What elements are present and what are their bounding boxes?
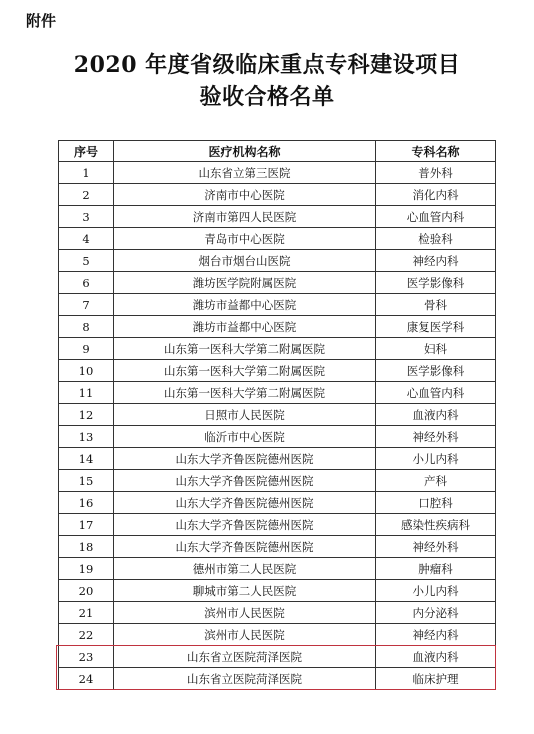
cell-index: 10 — [59, 360, 114, 382]
table-row — [59, 162, 496, 184]
table-row — [59, 448, 496, 470]
cell-institution: 滨州市人民医院 — [114, 602, 376, 624]
table-row — [59, 602, 496, 624]
cell-index: 3 — [59, 206, 114, 228]
table-row — [59, 250, 496, 272]
cell-institution: 济南市第四人民医院 — [114, 206, 376, 228]
cell-institution: 山东大学齐鲁医院德州医院 — [114, 470, 376, 492]
cell-specialty: 口腔科 — [376, 492, 496, 514]
cell-specialty: 神经外科 — [376, 426, 496, 448]
cell-institution: 山东大学齐鲁医院德州医院 — [114, 492, 376, 514]
document-title-line-1: 2020 年度省级临床重点专科建设项目 — [73, 52, 461, 78]
qualified-list-table — [58, 140, 496, 690]
cell-index: 14 — [59, 448, 114, 470]
table-row — [59, 426, 496, 448]
cell-index: 8 — [59, 316, 114, 338]
cell-institution: 山东大学齐鲁医院德州医院 — [114, 448, 376, 470]
column-header-institution: 医疗机构名称 — [114, 141, 376, 162]
document-title-line-2: 验收合格名单 — [199, 84, 335, 110]
table-row — [59, 624, 496, 646]
cell-index: 17 — [59, 514, 114, 536]
cell-institution: 青岛市中心医院 — [114, 228, 376, 250]
cell-index: 2 — [59, 184, 114, 206]
cell-specialty: 小儿内科 — [376, 448, 496, 470]
cell-specialty: 血液内科 — [376, 404, 496, 426]
column-header-index: 序号 — [59, 141, 114, 162]
cell-institution: 日照市人民医院 — [114, 404, 376, 426]
cell-specialty: 感染性疾病科 — [376, 514, 496, 536]
cell-specialty: 普外科 — [376, 162, 496, 184]
cell-index: 21 — [59, 602, 114, 624]
cell-specialty: 康复医学科 — [376, 316, 496, 338]
cell-specialty: 产科 — [376, 470, 496, 492]
cell-specialty: 心血管内科 — [376, 382, 496, 404]
cell-institution: 潍坊医学院附属医院 — [114, 272, 376, 294]
cell-institution: 山东大学齐鲁医院德州医院 — [114, 536, 376, 558]
cell-specialty: 血液内科 — [376, 646, 496, 668]
cell-institution: 山东大学齐鲁医院德州医院 — [114, 514, 376, 536]
cell-specialty: 临床护理 — [376, 668, 496, 690]
table-row — [59, 206, 496, 228]
table-row — [59, 272, 496, 294]
cell-index: 20 — [59, 580, 114, 602]
table-row — [59, 184, 496, 206]
cell-institution: 临沂市中心医院 — [114, 426, 376, 448]
cell-index: 15 — [59, 470, 114, 492]
table-row — [59, 580, 496, 602]
cell-specialty: 神经内科 — [376, 624, 496, 646]
cell-index: 19 — [59, 558, 114, 580]
cell-specialty: 医学影像科 — [376, 360, 496, 382]
cell-index: 12 — [59, 404, 114, 426]
cell-index: 6 — [59, 272, 114, 294]
cell-index: 18 — [59, 536, 114, 558]
cell-index: 13 — [59, 426, 114, 448]
cell-institution: 山东第一医科大学第二附属医院 — [114, 360, 376, 382]
table-row — [59, 316, 496, 338]
table-row — [59, 360, 496, 382]
cell-institution: 山东第一医科大学第二附属医院 — [114, 382, 376, 404]
table-row — [59, 558, 496, 580]
cell-institution: 山东省立第三医院 — [114, 162, 376, 184]
cell-specialty: 心血管内科 — [376, 206, 496, 228]
cell-specialty: 内分泌科 — [376, 602, 496, 624]
cell-index: 24 — [59, 668, 114, 690]
cell-specialty: 妇科 — [376, 338, 496, 360]
cell-index: 4 — [59, 228, 114, 250]
cell-institution: 济南市中心医院 — [114, 184, 376, 206]
cell-specialty: 检验科 — [376, 228, 496, 250]
cell-institution: 山东第一医科大学第二附属医院 — [114, 338, 376, 360]
cell-institution: 滨州市人民医院 — [114, 624, 376, 646]
cell-index: 7 — [59, 294, 114, 316]
cell-index: 16 — [59, 492, 114, 514]
attachment-label: 附件 — [26, 12, 57, 30]
table-row — [59, 404, 496, 426]
cell-index: 9 — [59, 338, 114, 360]
cell-specialty: 神经外科 — [376, 536, 496, 558]
cell-index: 11 — [59, 382, 114, 404]
table-row — [59, 646, 496, 668]
table-header-row — [59, 141, 496, 162]
cell-institution: 潍坊市益都中心医院 — [114, 294, 376, 316]
cell-institution: 山东省立医院菏泽医院 — [114, 646, 376, 668]
cell-index: 5 — [59, 250, 114, 272]
cell-specialty: 小儿内科 — [376, 580, 496, 602]
cell-specialty: 神经内科 — [376, 250, 496, 272]
table-row — [59, 514, 496, 536]
cell-index: 23 — [59, 646, 114, 668]
table-row — [59, 382, 496, 404]
cell-institution: 德州市第二人民医院 — [114, 558, 376, 580]
cell-institution: 山东省立医院菏泽医院 — [114, 668, 376, 690]
table-body — [59, 162, 496, 690]
cell-specialty: 骨科 — [376, 294, 496, 316]
column-header-specialty: 专科名称 — [376, 141, 496, 162]
cell-institution: 聊城市第二人民医院 — [114, 580, 376, 602]
cell-specialty: 肿瘤科 — [376, 558, 496, 580]
table-row — [59, 536, 496, 558]
table-row — [59, 294, 496, 316]
cell-index: 1 — [59, 162, 114, 184]
table-row — [59, 492, 496, 514]
table-row — [59, 470, 496, 492]
table-row — [59, 228, 496, 250]
cell-institution: 烟台市烟台山医院 — [114, 250, 376, 272]
cell-specialty: 消化内科 — [376, 184, 496, 206]
table-row — [59, 668, 496, 690]
cell-index: 22 — [59, 624, 114, 646]
table-row — [59, 338, 496, 360]
cell-specialty: 医学影像科 — [376, 272, 496, 294]
cell-institution: 潍坊市益都中心医院 — [114, 316, 376, 338]
